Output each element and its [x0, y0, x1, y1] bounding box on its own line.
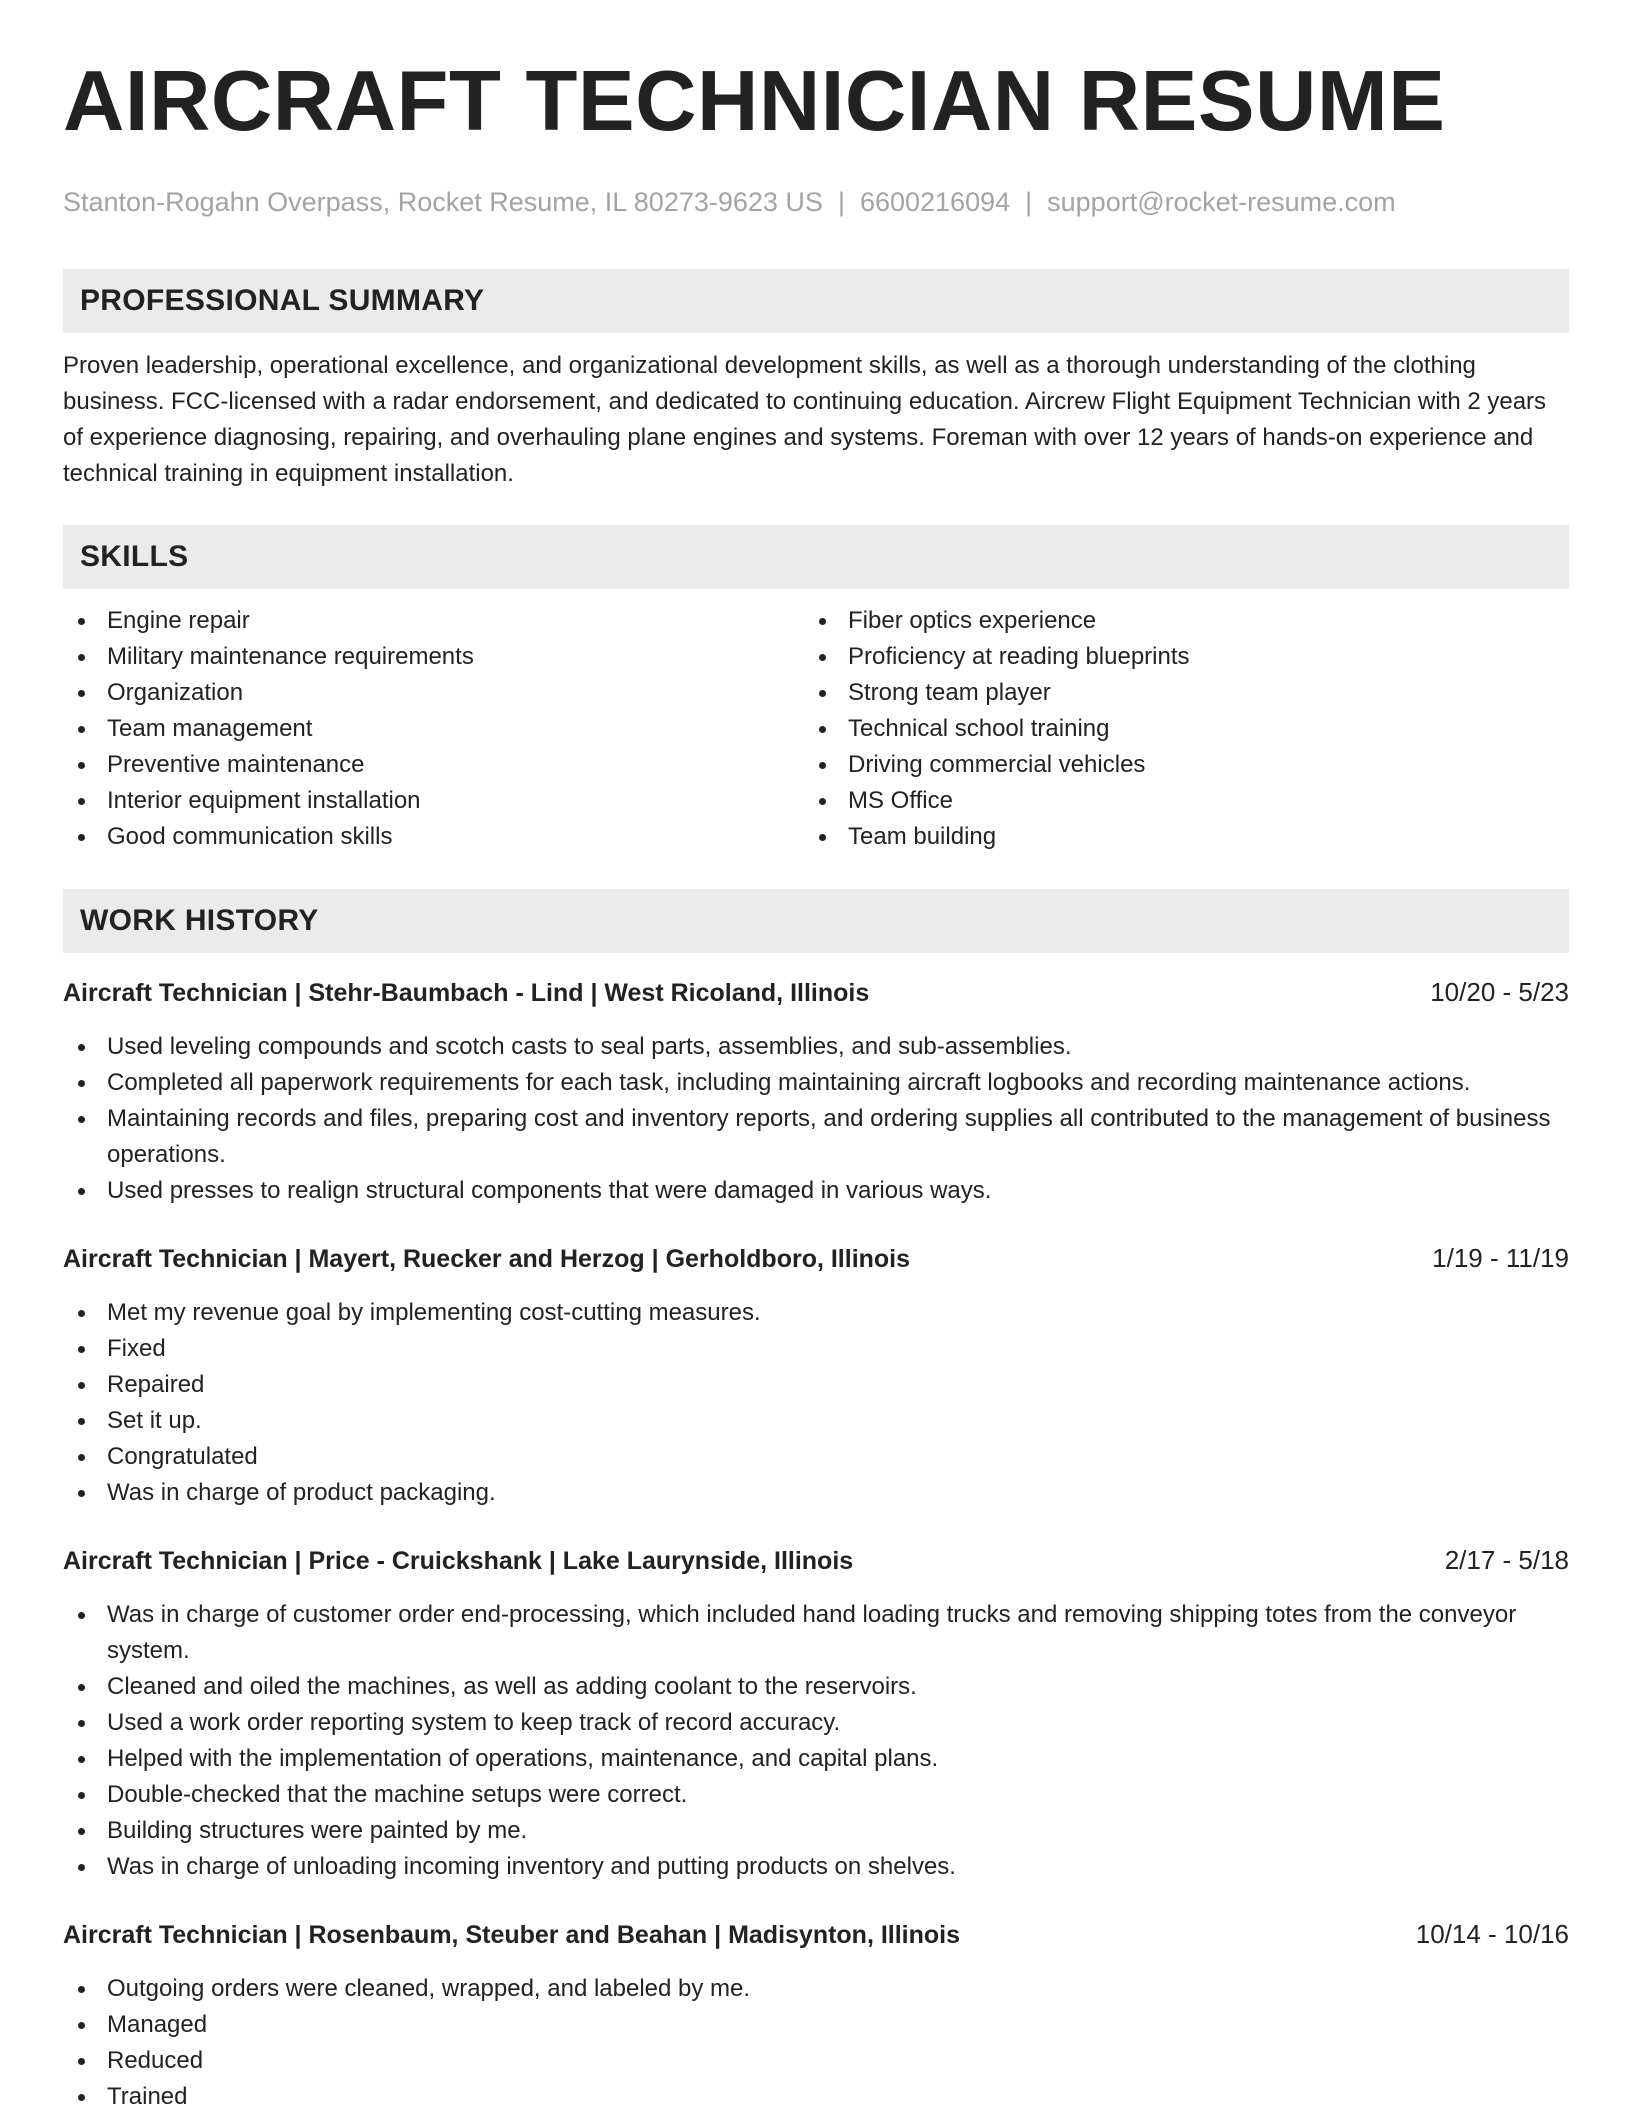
- job-bullet: Double-checked that the machine setups were correct.: [63, 1777, 1569, 1813]
- job-dates: 10/20 - 5/23: [1430, 977, 1569, 1007]
- job-bullet: Used leveling compounds and scotch casts to seal parts, assemblies, and sub-assemblies.: [63, 1029, 1569, 1065]
- skill-item: Preventive maintenance: [63, 747, 804, 783]
- job-bullet: Maintaining records and files, preparing cost and inventory reports, and ordering supplies all contributed to the management of business operations.: [63, 1101, 1569, 1173]
- skill-item: Interior equipment installation: [63, 783, 804, 819]
- job-entry: [63, 1542, 1569, 1885]
- job-header: [63, 974, 1569, 1011]
- skill-item: Good communication skills: [63, 819, 804, 855]
- contact-address: Stanton-Rogahn Overpass, Rocket Resume, IL 80273-9623 US: [63, 187, 823, 217]
- job-bullet: Reduced: [63, 2043, 1569, 2079]
- skill-item: Fiber optics experience: [804, 603, 1545, 639]
- section-header-work-history: WORK HISTORY: [63, 889, 1569, 953]
- job-dates: 1/19 - 11/19: [1432, 1243, 1569, 1273]
- job-title: Aircraft Technician | Mayert, Ruecker and Herzog | Gerholdboro, Illinois: [63, 1245, 911, 1273]
- skill-item: Military maintenance requirements: [63, 639, 804, 675]
- job-header: [63, 1916, 1569, 1953]
- job-bullet: Trained: [63, 2079, 1569, 2115]
- skill-item: Driving commercial vehicles: [804, 747, 1545, 783]
- contact-email: support@rocket-resume.com: [1047, 187, 1396, 217]
- skills-column-right: [804, 603, 1545, 855]
- job-dates: 2/17 - 5/18: [1444, 1545, 1569, 1575]
- job-bullet: Set it up.: [63, 1403, 1569, 1439]
- skill-item: Technical school training: [804, 711, 1545, 747]
- job-entry: [63, 1916, 1569, 2115]
- job-dates: 10/14 - 10/16: [1415, 1919, 1569, 1949]
- job-bullets: [63, 1295, 1569, 1511]
- section-header-summary: PROFESSIONAL SUMMARY: [63, 269, 1569, 333]
- skill-item: Organization: [63, 675, 804, 711]
- job-bullet: Building structures were painted by me.: [63, 1813, 1569, 1849]
- job-bullet: Fixed: [63, 1331, 1569, 1367]
- job-bullet: Repaired: [63, 1367, 1569, 1403]
- job-bullet: Was in charge of unloading incoming inventory and putting products on shelves.: [63, 1849, 1569, 1885]
- skill-item: Team building: [804, 819, 1545, 855]
- job-title: Aircraft Technician | Stehr-Baumbach - Lind | West Ricoland, Illinois: [63, 979, 870, 1007]
- skill-item: Proficiency at reading blueprints: [804, 639, 1545, 675]
- job-bullet: Used presses to realign structural components that were damaged in various ways.: [63, 1173, 1569, 1209]
- section-header-skills: SKILLS: [63, 525, 1569, 589]
- skills-list: [63, 603, 1569, 855]
- contact-separator: |: [837, 187, 845, 217]
- contact-line: [63, 184, 1569, 220]
- skill-item: Strong team player: [804, 675, 1545, 711]
- job-header: [63, 1240, 1569, 1277]
- resume-title: AIRCRAFT TECHNICIAN RESUME: [63, 54, 1446, 149]
- contact-separator: |: [1025, 187, 1033, 217]
- job-title: Aircraft Technician | Price - Cruickshank | Lake Laurynside, Illinois: [63, 1547, 854, 1575]
- skill-item: MS Office: [804, 783, 1545, 819]
- job-bullet: Congratulated: [63, 1439, 1569, 1475]
- skills-column-left: [63, 603, 804, 855]
- job-bullets: [63, 1971, 1569, 2115]
- job-bullet: Was in charge of product packaging.: [63, 1475, 1569, 1511]
- job-bullets: [63, 1029, 1569, 1209]
- summary-text: Proven leadership, operational excellence, and organizational development skills, as well as a thorough understanding of the clothing business. FCC-licensed with a radar endorsement, and dedicated to continuing education. Aircrew Flight Equipment Technician with 2 years of experience diagnosing, repairing, and overhauling plane engines and systems. Foreman with over 12 years of hands-on experience and technical training in equipment installation.: [63, 352, 1547, 487]
- job-entry: [63, 974, 1569, 1209]
- job-bullet: Helped with the implementation of operations, maintenance, and capital plans.: [63, 1741, 1569, 1777]
- skill-item: Engine repair: [63, 603, 804, 639]
- job-title: Aircraft Technician | Rosenbaum, Steuber and Beahan | Madisynton, Illinois: [63, 1921, 961, 1949]
- job-bullet: Completed all paperwork requirements for each task, including maintaining aircraft logbooks and recording maintenance actions.: [63, 1065, 1569, 1101]
- job-bullet: Met my revenue goal by implementing cost-cutting measures.: [63, 1295, 1569, 1331]
- job-bullet: Used a work order reporting system to keep track of record accuracy.: [63, 1705, 1569, 1741]
- job-header: [63, 1542, 1569, 1579]
- contact-phone: 6600216094: [859, 187, 1011, 217]
- job-bullet: Outgoing orders were cleaned, wrapped, and labeled by me.: [63, 1971, 1569, 2007]
- skill-item: Team management: [63, 711, 804, 747]
- job-bullet: Cleaned and oiled the machines, as well as adding coolant to the reservoirs.: [63, 1669, 1569, 1705]
- job-entry: [63, 1240, 1569, 1511]
- job-bullets: [63, 1597, 1569, 1885]
- job-bullet: Managed: [63, 2007, 1569, 2043]
- job-bullet: Was in charge of customer order end-processing, which included hand loading trucks and removing shipping totes from the conveyor system.: [63, 1597, 1569, 1669]
